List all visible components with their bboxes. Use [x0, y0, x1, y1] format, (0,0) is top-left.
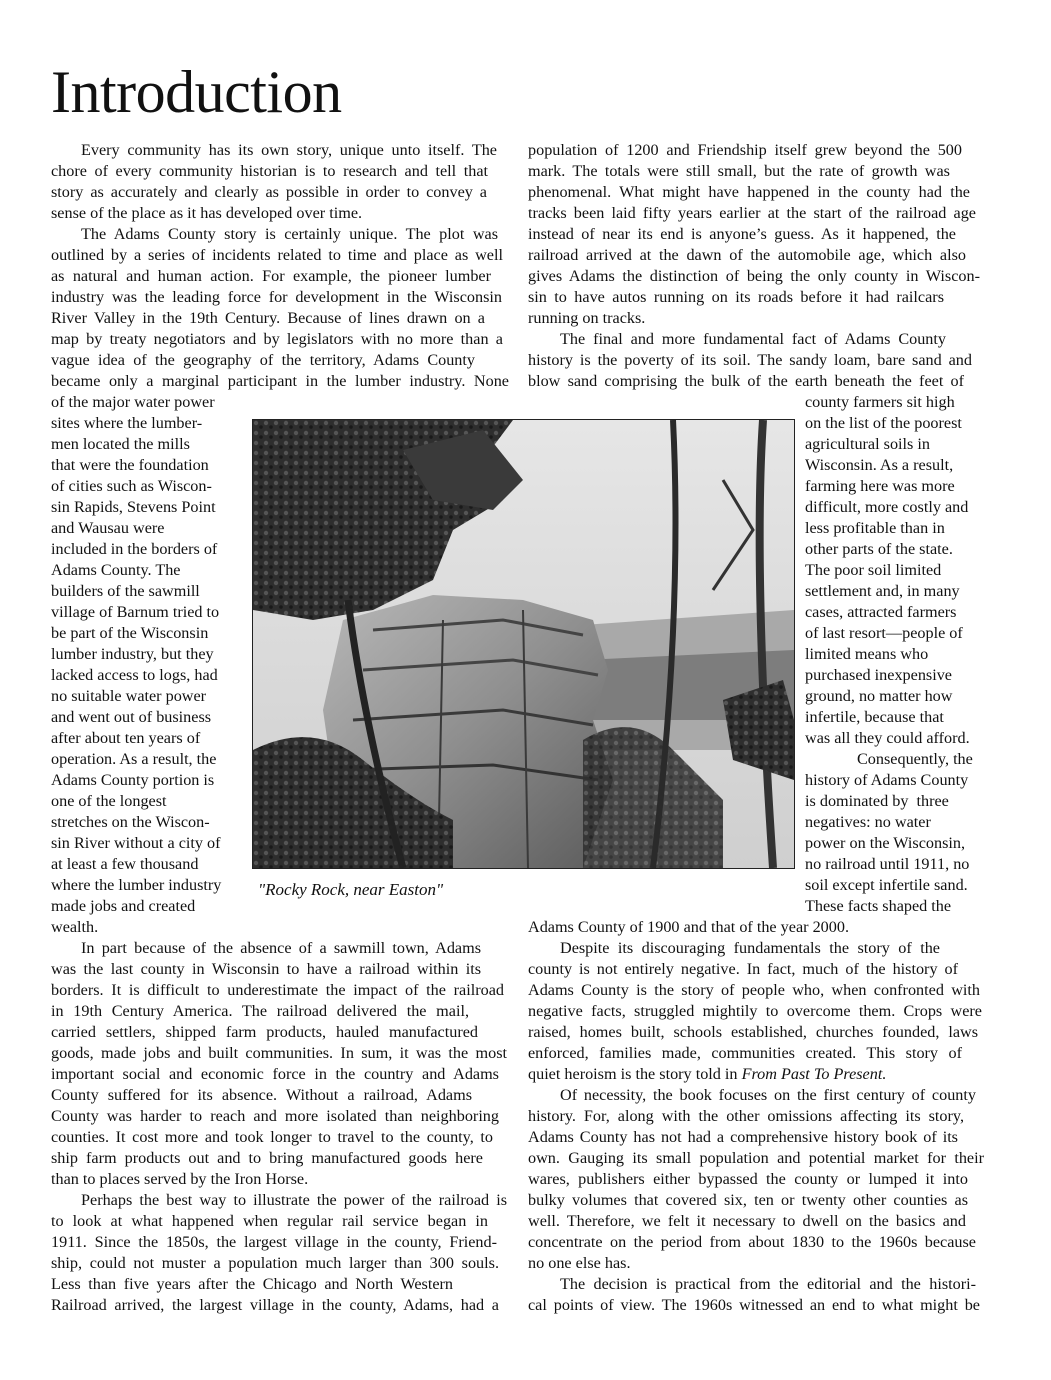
- text-line: Adams County. The: [51, 561, 181, 579]
- text-line: agricultural soils in: [805, 435, 930, 453]
- text-line: County suffered for its absence. Without a railroad, Adams: [51, 1086, 472, 1104]
- text-line: sin River without a city of: [51, 834, 221, 852]
- text-line: gives Adams the distinction of being the only county in Wiscon-: [528, 267, 980, 285]
- text-line: is dominated by three: [805, 792, 949, 810]
- text-line: no suitable water power: [51, 687, 207, 705]
- text-line: own. Gauging its small population and potential market for their: [528, 1149, 984, 1167]
- photo-caption: "Rocky Rock, near Easton": [258, 880, 444, 899]
- text-line: vague idea of the geography of the territory, Adams County: [51, 351, 475, 369]
- text-line: sin Rapids, Stevens Point: [51, 498, 216, 516]
- text-line: wealth.: [51, 918, 99, 936]
- text-line: 1911. Since the 1850s, the largest village in the county, Friend-: [51, 1233, 497, 1251]
- text-line: of the major water power: [51, 393, 215, 411]
- text-line: The decision is practical from the editorial and the histori-: [560, 1275, 976, 1293]
- text-line: included in the borders of: [51, 540, 218, 558]
- text-line: settlement and, in many: [805, 582, 960, 600]
- text-line-start: quiet heroism is the story told in: [528, 1065, 738, 1083]
- text-line: no railroad until 1911, no: [805, 855, 970, 873]
- text-line: negative facts, struggled mightily to overcome them. Crops were: [528, 1002, 982, 1020]
- text-line: limited means who: [805, 645, 929, 663]
- text-line: than to places served by the Iron Horse.: [51, 1170, 309, 1188]
- text-line: The poor soil limited: [805, 561, 942, 579]
- text-line: that were the foundation: [51, 456, 209, 474]
- text-line: was the last county in Wisconsin to have a railroad within its: [51, 960, 481, 978]
- text-line: was all they could afford.: [805, 729, 970, 747]
- text-line: sin to have autos running on its roads before it had railcars: [528, 288, 944, 306]
- text-line: became only a marginal participant in the lumber industry. None: [51, 372, 509, 390]
- text-line: sites where the lumber-: [51, 414, 203, 432]
- text-line: other parts of the state.: [805, 540, 953, 558]
- text-line: of last resort—people of: [805, 624, 963, 642]
- page-title: Introduction: [51, 59, 342, 125]
- text-line: County was harder to reach and more isolated than neighboring: [51, 1107, 499, 1125]
- text-line: purchased inexpensive: [805, 666, 952, 684]
- photo-rocky-rock: [253, 420, 794, 868]
- text-line: concentrate on the period from about 1830 to the 1960s because: [528, 1233, 976, 1251]
- text-line: Despite its discouraging fundamentals the story of the: [560, 939, 940, 957]
- text-line: well. Therefore, we felt it necessary to dwell on the basics and: [528, 1212, 966, 1230]
- text-line: mark. The totals were still small, but the rate of growth was: [528, 162, 950, 180]
- text-line: cases, attracted farmers: [805, 603, 957, 621]
- text-line: power on the Wisconsin,: [805, 834, 966, 852]
- text-line: ground, no matter how: [805, 687, 953, 705]
- text-line: Wisconsin. As a result,: [805, 456, 954, 474]
- text-line: village of Barnum tried to: [51, 603, 220, 621]
- text-line: and went out of business: [51, 708, 212, 726]
- text-line: Adams County has not had a comprehensive history book of its: [528, 1128, 958, 1146]
- text-line: men located the mills: [51, 435, 190, 453]
- text-line: raised, homes built, schools established, churches founded, laws: [528, 1023, 978, 1041]
- text-line: at least a few thousand: [51, 855, 199, 873]
- text-line: story as accurately and clearly as possible in order to convey a: [51, 183, 487, 201]
- text-line: phenomenal. What might have happened in the county had the: [528, 183, 970, 201]
- text-line: lacked access to logs, had: [51, 666, 218, 684]
- text-line: one of the longest: [51, 792, 167, 810]
- text-line: as natural and human action. For example, the pioneer lumber: [51, 267, 491, 285]
- text-line: borders. It is difficult to underestimate the impact of the railroad: [51, 981, 504, 999]
- text-line: negatives: no water: [805, 813, 931, 831]
- text-line: Consequently, the: [857, 750, 973, 768]
- text-line: operation. As a result, the: [51, 750, 217, 768]
- text-line: of cities such as Wiscon-: [51, 477, 212, 495]
- text-line: industry was the leading force for development in the Wisconsin: [51, 288, 502, 306]
- text-line: Adams County is the story of people who, when confronted with: [528, 981, 980, 999]
- text-line: chore of every community historian is to research and tell that: [51, 162, 488, 180]
- text-line: less profitable than in: [805, 519, 945, 537]
- text-line: The Adams County story is certainly unique. The plot was: [81, 225, 498, 243]
- text-line: Perhaps the best way to illustrate the power of the railroad is: [81, 1191, 507, 1209]
- text-line: county is not entirely negative. In fact, much of the history of: [528, 960, 958, 978]
- text-line: map by treaty negotiators and by legislators with no more than a: [51, 330, 503, 348]
- text-line: farming here was more: [805, 477, 955, 495]
- text-line: to look at what happened when regular rail service began in: [51, 1212, 488, 1230]
- text-line: Less than five years after the Chicago and North Western: [51, 1275, 453, 1293]
- text-line: builders of the sawmill: [51, 582, 200, 600]
- text-line: sense of the place as it has developed over time.: [51, 204, 363, 222]
- text-line: stretches on the Wiscon-: [51, 813, 210, 831]
- text-line: River Valley in the 19th Century. Because of lines drawn on a: [51, 309, 485, 327]
- text-line: Railroad arrived, the largest village in the county, Adams, had a: [51, 1296, 499, 1314]
- text-line: The final and more fundamental fact of Adams County: [560, 330, 946, 348]
- text-line: bulky volumes that covered six, ten or twenty other counties as: [528, 1191, 968, 1209]
- photo-rocky-rock-icon: [253, 420, 794, 868]
- text-line: ship farm products out and to bring manufactured goods here: [51, 1149, 483, 1167]
- text-line: counties. It cost more and took longer to travel to the county, to: [51, 1128, 493, 1146]
- text-line: instead of near its end is anyone’s guess. As it happened, the: [528, 225, 956, 243]
- text-line: soil except infertile sand.: [805, 876, 968, 894]
- text-line: infertile, because that: [805, 708, 944, 726]
- text-line: enforced, families made, communities created. This story of: [528, 1044, 962, 1062]
- book-title: From Past To Present.: [741, 1065, 887, 1083]
- text-line: outlined by a series of incidents related to time and place as well: [51, 246, 503, 264]
- text-line: history. For, along with the other omissions affecting its story,: [528, 1107, 964, 1125]
- text-line: These facts shaped the: [805, 897, 952, 915]
- text-line: no one else has.: [528, 1254, 631, 1272]
- text-line: in 19th Century America. The railroad delivered the mail,: [51, 1002, 469, 1020]
- text-line: railroad arrived at the dawn of the automobile age, which also: [528, 246, 966, 264]
- text-line: [528, 1064, 886, 1085]
- text-line: be part of the Wisconsin: [51, 624, 209, 642]
- text-line: Adams County of 1900 and that of the year 2000.: [528, 918, 849, 936]
- text-line: history is the poverty of its soil. The sandy loam, bare sand and: [528, 351, 972, 369]
- text-line: where the lumber industry: [51, 876, 222, 894]
- text-line: Every community has its own story, unique unto itself. The: [81, 141, 497, 159]
- text-line: on the list of the poorest: [805, 414, 962, 432]
- text-line: carried settlers, shipped farm products, hauled manufactured: [51, 1023, 478, 1041]
- text-line: important social and economic force in the country and Adams: [51, 1065, 499, 1083]
- text-line: Of necessity, the book focuses on the first century of county: [560, 1086, 976, 1104]
- text-line: goods, made jobs and built communities. In sum, it was the most: [51, 1044, 507, 1062]
- text-line: wares, publishers either bypassed the county or lumped it into: [528, 1170, 968, 1188]
- text-line: Adams County portion is: [51, 771, 215, 789]
- text-line: after about ten years of: [51, 729, 201, 747]
- text-line: In part because of the absence of a sawmill town, Adams: [81, 939, 481, 957]
- text-line: blow sand comprising the bulk of the earth beneath the feet of: [528, 372, 964, 390]
- text-line: lumber industry, but they: [51, 645, 214, 663]
- text-line: cal points of view. The 1960s witnessed an end to what might be: [528, 1296, 980, 1314]
- text-line: difficult, more costly and: [805, 498, 969, 516]
- text-line: and Wausau were: [51, 519, 165, 537]
- text-line: running on tracks.: [528, 309, 646, 327]
- text-line: county farmers sit high: [805, 393, 955, 411]
- text-line: made jobs and created: [51, 897, 196, 915]
- text-line: history of Adams County: [805, 771, 969, 789]
- text-line: population of 1200 and Friendship itself grew beyond the 500: [528, 141, 962, 159]
- text-line: tracks been laid fifty years earlier at the start of the railroad age: [528, 204, 976, 222]
- text-line: ship, could not muster a population much larger than 300 souls.: [51, 1254, 499, 1272]
